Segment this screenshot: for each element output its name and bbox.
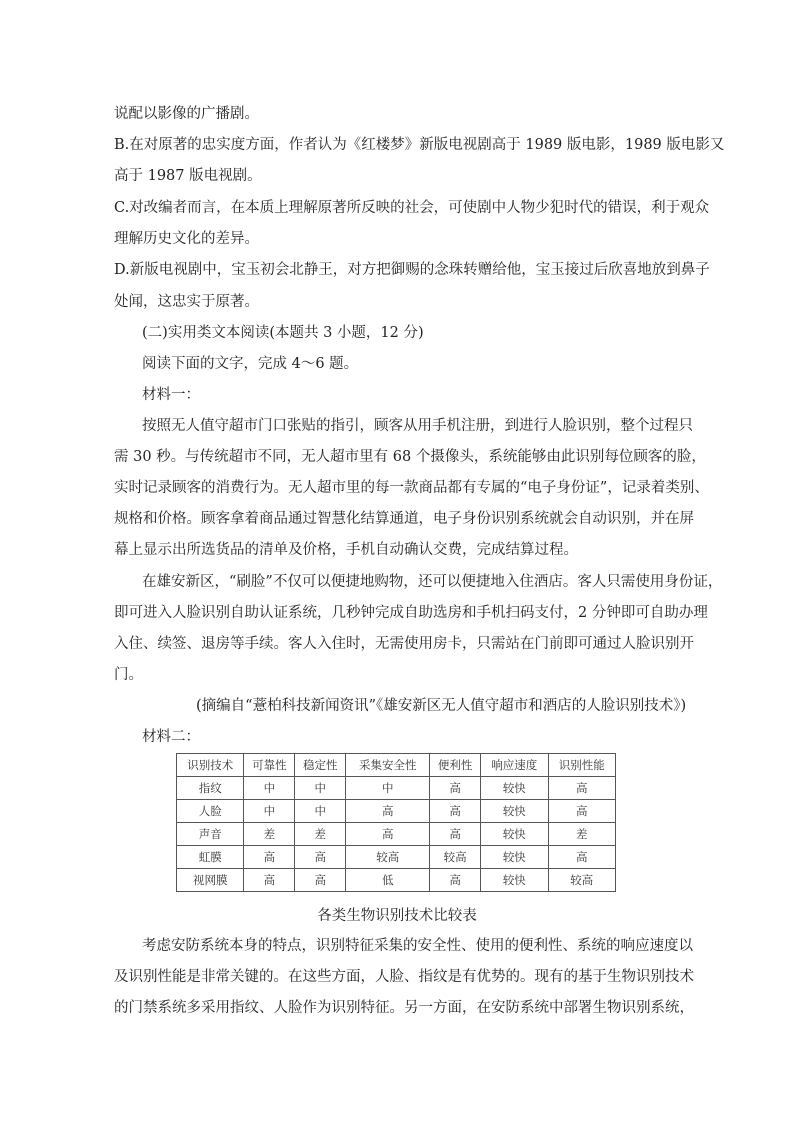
source-citation: (摘编自“薏柏科技新闻资讯”《雄安新区无人值守超市和酒店的人脸识别技术》): [196, 698, 687, 714]
section-heading: (二)实用类文本阅读(本题共 3 小题，12 分): [142, 325, 424, 341]
table-cell: 高: [430, 800, 481, 823]
table-header-cell: 采集安全性: [346, 754, 430, 777]
table-cell: 声音: [177, 823, 244, 846]
text-line: 理解历史文化的差异。: [114, 231, 259, 247]
table-cell: 较快: [481, 846, 548, 869]
text-line: 说配以影像的广播剧。: [114, 106, 259, 122]
table-cell: 视网膜: [177, 869, 244, 892]
paragraph-line: 的门禁系统多采用指纹、人脸作为识别特征。另一方面，在安防系统中部署生物识别系统，: [114, 1000, 694, 1016]
table-cell: 较高: [430, 846, 481, 869]
table-row: [177, 846, 616, 869]
table-cell: 高: [548, 777, 615, 800]
table-cell: 低: [346, 869, 430, 892]
option-b-line: B.在对原著的忠实度方面，作者认为《红楼梦》新版电视剧高于 1989 版电影，1989 版电影又: [114, 137, 725, 153]
table-cell: 高: [430, 869, 481, 892]
text-line: 处闻，这忠实于原著。: [114, 294, 259, 310]
table-cell: 中: [295, 800, 346, 823]
table-header-cell: 稳定性: [295, 754, 346, 777]
table-cell: 差: [548, 823, 615, 846]
paragraph-line: 规格和价格。顾客拿着商品通过智慧化结算通道，电子身份识别系统就会自动识别，并在屏: [114, 511, 694, 527]
table-header-cell: 识别技术: [177, 754, 244, 777]
table-header-cell: 便利性: [430, 754, 481, 777]
option-c-line: C.对改编者而言，在本质上理解原著所反映的社会，可使剧中人物少犯时代的错误，利于观众: [114, 200, 710, 216]
table-header-row: [177, 754, 616, 777]
table-cell: 高: [244, 869, 295, 892]
table-caption: 各类生物识别技术比较表: [317, 908, 477, 924]
option-d-line: D.新版电视剧中，宝玉初会北静王，对方把御赐的念珠转赠给他，宝玉接过后欣喜地放到鼻子: [114, 262, 710, 278]
table-cell: 较快: [481, 800, 548, 823]
table-cell: 差: [295, 823, 346, 846]
table-header-cell: 识别性能: [548, 754, 615, 777]
table-cell: 较快: [481, 823, 548, 846]
table-cell: 高: [548, 846, 615, 869]
table-cell: 中: [244, 800, 295, 823]
material-one-label: 材料一：: [142, 387, 200, 403]
table-cell: 高: [346, 800, 430, 823]
table-cell: 高: [244, 846, 295, 869]
paragraph-line: 实时记录顾客的消费行为。无人超市里的每一款商品都有专属的“电子身份证”，记录着类别、: [114, 480, 709, 496]
paragraph-line: 在雄安新区，“刷脸”不仅可以便捷地购物，还可以便捷地入住酒店。客人只需使用身份证，: [142, 574, 723, 590]
table-cell: 高: [430, 777, 481, 800]
text-line: 高于 1987 版电视剧。: [114, 168, 262, 184]
table-header-cell: 响应速度: [481, 754, 548, 777]
material-two-label: 材料二：: [142, 729, 200, 745]
paragraph-line: 门。: [114, 667, 143, 683]
paragraph-line: 及识别性能是非常关键的。在这些方面，人脸、指纹是有优势的。现有的基于生物识别技术: [114, 969, 694, 985]
table-cell: 中: [346, 777, 430, 800]
table-cell: 人脸: [177, 800, 244, 823]
table-row: [177, 823, 616, 846]
table-cell: 高: [548, 800, 615, 823]
table-cell: 高: [295, 846, 346, 869]
table-cell: 高: [430, 823, 481, 846]
paragraph-line: 需 30 秒。与传统超市不同，无人超市里有 68 个摄像头，系统能够由此识别每位顾客的脸，: [114, 449, 706, 465]
paragraph-line: 入住、续签、退房等手续。客人入住时，无需使用房卡，只需站在门前即可通过人脸识别开: [114, 636, 694, 652]
table-cell: 较高: [346, 846, 430, 869]
paragraph-line: 即可进入人脸识别自助认证系统，几秒钟完成自助选房和手机扫码支付，2 分钟即可自助办理: [114, 605, 708, 621]
paragraph-line: 考虑安防系统本身的特点，识别特征采集的安全性、使用的便利性、系统的响应速度以: [142, 938, 693, 954]
table-cell: 较高: [548, 869, 615, 892]
table-cell: 虹膜: [177, 846, 244, 869]
table-row: [177, 869, 616, 892]
biometric-comparison-table: [176, 753, 616, 892]
paragraph-line: 按照无人值守超市门口张贴的指引，顾客从用手机注册，到进行人脸识别，整个过程只: [142, 418, 693, 434]
table-row: [177, 800, 616, 823]
table-cell: 较快: [481, 869, 548, 892]
paragraph-line: 幕上显示出所选货品的清单及价格，手机自动确认交费，完成结算过程。: [114, 542, 578, 558]
instruction-line: 阅读下面的文字，完成 4～6 题。: [142, 356, 359, 372]
table-cell: 高: [346, 823, 430, 846]
table-cell: 差: [244, 823, 295, 846]
table-cell: 较快: [481, 777, 548, 800]
table-cell: 指纹: [177, 777, 244, 800]
table-cell: 中: [244, 777, 295, 800]
table-row: [177, 777, 616, 800]
table-cell: 中: [295, 777, 346, 800]
table-cell: 高: [295, 869, 346, 892]
table-header-cell: 可靠性: [244, 754, 295, 777]
